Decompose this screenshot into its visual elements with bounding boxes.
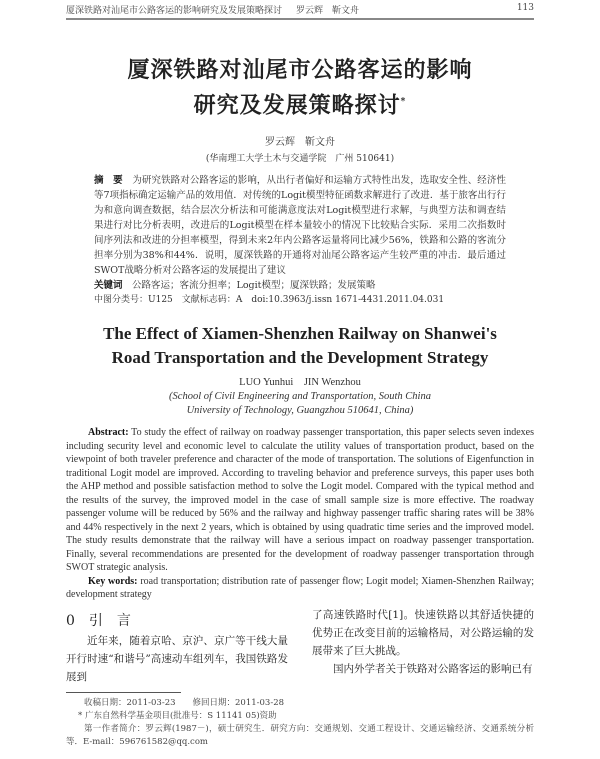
- body-columns: [66, 606, 534, 686]
- header-rule: [66, 18, 534, 20]
- body-right-p1: 了高速铁路时代[1]。快速铁路以其舒适快捷的优势正在改变目前的运输格局，对公路运输的发展带来了巨大挑战。: [312, 608, 534, 657]
- running-authors: 罗云辉 靳文舟: [296, 6, 360, 16]
- abstract-cn: 摘 要 为研究铁路对公路客运的影响，从出行者偏好和运输方式特性出发，选取安全性、经济性等7项指标确定运输产品的效用值．对传统的Logit模型特征函数求解进行了改进．基于旅客出行行为和意向调查数据，结合层次分析法和可能满意度法对Logit模型进行求解，与典型方法和调查结果进行对比分析表明，改进后的Logit模型在样本量较小的情况下比较贴合实际．采用二次指数时间序列法和改进的分担率模型，得到未来2年内公路客运量将同比减少56%，铁路和公路的客流分担率分别为38%和44%．说明，厦深铁路的开通将对汕尾公路客运产生较严重的冲击．最后通过SWOT战略分析对公路客运的发展提出了建议: [94, 175, 506, 277]
- footnote-received: 收稿日期：2011-03-23 修回日期：2011-03-28: [84, 697, 285, 708]
- body-left-column: [66, 606, 288, 686]
- abstract-en: Abstract: To study the effect of railway on roadway passenger transportation, this paper selects seven indexes including security level and economic level to calculate the utility values of transportation product, based on the viewpoint of both traveler preference and character of the mode of transportation. The solutions of Eigenfunction in traditional Logit model are improved. According to traveling behavior and preference surveys, this paper uses both the AHP method and possible satisfaction method to solve the Logit model. Compared with the typical method and the results of the survey, the improved model in the case of small sample size is more effective. The roadway passenger volume will be reduced by 56% and the railway and highway passenger traffic sharing rates will be 38% and 44% respectively in the next 2 years, which is obtained by using quadratic time series and the improved model. The study results demonstrate that the railway will have a serious impact on roadway passenger transportation. Finally, several recommendations are presented for the development of roadway passenger transportation through SWOT strategic analysis.: [66, 427, 534, 574]
- title-cn-line2: 研究及发展策略探讨*: [193, 92, 407, 119]
- keywords-cn: 关键词 公路客运；客流分担率；Logit模型；厦深铁路；发展策略: [94, 280, 376, 292]
- authors-cn: 罗云辉 靳文舟: [265, 137, 335, 149]
- running-title: 厦深铁路对汕尾市公路客运的影响研究及发展策略探讨: [66, 6, 283, 16]
- affiliation-cn: (华南理工大学土木与交通学院 广州 510641): [205, 154, 395, 165]
- affiliation-en-line2: University of Technology, Guangzhou 510641, China): [186, 405, 414, 417]
- authors-en: LUO Yunhui JIN Wenzhou: [239, 377, 361, 389]
- title-en-line1: The Effect of Xiamen-Shenzhen Railway on Shanwei's: [103, 324, 497, 344]
- title-en-line2: Road Transportation and the Development Strategy: [111, 348, 489, 368]
- keywords-en: Key words: road transportation; distribution rate of passenger flow; Logit model; Xiamen-Shenzhen Railway; development strategy: [66, 575, 534, 601]
- page-number: 113: [516, 3, 534, 13]
- classification-cn: 中图分类号：U125 文献标志码：A doi:10.3963/j.issn 1671-4431.2011.04.031: [94, 295, 445, 306]
- body-right-p2: 国内外学者关于铁路对公路客运的影响已有: [333, 662, 533, 675]
- footnote-rule: [66, 692, 181, 693]
- running-header: [66, 3, 534, 17]
- affiliation-en-line1: (School of Civil Engineering and Transportation, South China: [169, 391, 431, 403]
- title-cn-line1: 厦深铁路对汕尾市公路客运的影响: [127, 57, 473, 83]
- footnote-fund: * 广东自然科学基金项目(批准号：S 11141 05)资助: [78, 710, 277, 721]
- section-heading: 0 引 言: [66, 612, 131, 629]
- body-right-column: [312, 606, 534, 686]
- footnote-author: 第一作者简介：罗云辉(1987－)，硕士研究生．研究方向：交通规划、交通工程设计、交通运输经济、交通系统分析等．E-mail：596761582@qq.com: [66, 723, 534, 747]
- body-left: 近年来，随着京哈、京沪、京广等干线大量开行时速“和谐号”高速动车组列车，我国铁路发展到: [66, 634, 288, 683]
